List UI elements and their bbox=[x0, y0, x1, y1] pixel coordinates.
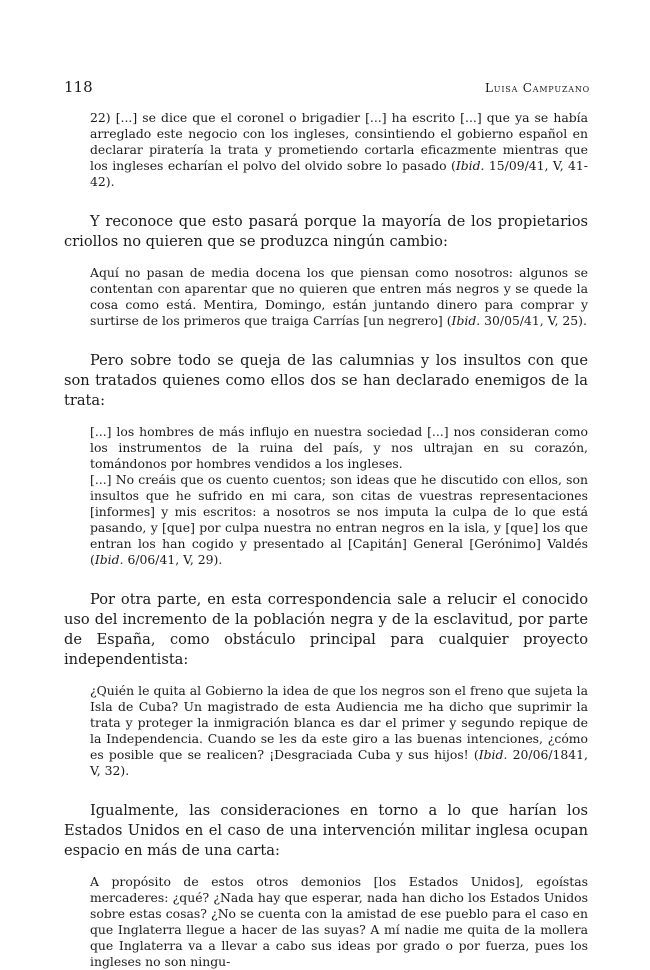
block-quote-2 bbox=[90, 265, 588, 329]
quote-paragraph: Aquí no pasan de media docena los que piensan como nosotros: algunos se contentan con aparentar que no quieren que entren más negros y se quede la cosa como está. Mentira, Domingo, están juntando dinero para comprar y surtirse de los primeros que traiga Carrías [un negrero] (Ibid. 30/05/41, V, 25). bbox=[90, 265, 588, 328]
body-paragraph-4: Igualmente, las consideraciones en torno a lo que harían los Estados Unidos en el caso de una intervención militar inglesa ocupan espacio en más de una carta: bbox=[64, 802, 588, 859]
body-paragraph-1: Y reconoce que esto pasará porque la mayoría de los propietarios criollos no quieren que se produzca ningún cambio: bbox=[64, 213, 588, 250]
page-number: 118 bbox=[64, 78, 93, 96]
block-quote-3 bbox=[90, 424, 588, 568]
quote-paragraph: [...] los hombres de más influjo en nuestra sociedad [...] nos consideran como los instrumentos de la ruina del país, y nos ultrajan en su corazón, tomándonos por hombres vendidos a los ingleses. bbox=[90, 424, 588, 471]
page-body bbox=[64, 110, 588, 970]
running-head: Luisa Campuzano bbox=[485, 81, 590, 95]
quote-paragraph: A propósito de estos otros demonios [los Estados Unidos], egoístas mercaderes: ¿qué? ¿Nada hay que esperar, nada han dicho los Estados Unidos sobre estas cosas? ¿No se cuenta con la amistad de ese pueblo para el caso en que Inglaterra llegue a hacer de las suyas? A mí nadie me quita de la mollera que Inglaterra va a llevar a cabo sus ideas por grado o por fuerza, pues los ingleses no son ningu- bbox=[90, 874, 588, 969]
body-paragraph-2: Pero sobre todo se queja de las calumnias y los insultos con que son tratados quienes como ellos dos se han declarado enemigos de la trata: bbox=[64, 352, 588, 409]
quote-paragraph: ¿Quién le quita al Gobierno la idea de que los negros son el freno que sujeta la Isla de Cuba? Un magistrado de esta Audiencia me ha dicho que suprimir la trata y proteger la inmigración blanca es dar el primer y segundo repique de la Independencia. Cuando se les da este giro a las buenas intenciones, ¿cómo es posible que se realicen? ¡Desgraciada Cuba y sus hijos! (Ibid. 20/06/1841, V, 32). bbox=[90, 683, 588, 778]
quote-paragraph: 22) [...] se dice que el coronel o brigadier [...] ha escrito [...] que ya se había arreglado este negocio con los ingleses, consintiendo el gobierno español en declarar piratería la trata y prometiendo cortarla eficazmente mientras que los ingleses echarían el polvo del olvido sobre lo pasado (Ibid. 15/09/41, V, 41-42). bbox=[90, 110, 588, 189]
block-quote-1 bbox=[90, 110, 588, 190]
page-header bbox=[64, 78, 590, 100]
block-quote-5 bbox=[90, 874, 588, 970]
body-paragraph-3: Por otra parte, en esta correspondencia sale a relucir el conocido uso del incremento de la población negra y de la esclavitud, por parte de España, como obstáculo principal para cualquier proyecto independentista: bbox=[64, 591, 588, 668]
quote-paragraph: [...] No creáis que os cuento cuentos; son ideas que he discutido con ellos, son insultos que he sufrido en mi cara, son citas de vuestras representaciones [informes] y mis escritos: a nosotros se nos imputa la culpa de lo que está pasando, y [que] por culpa nuestra no entran negros en la isla, y [que] los que entran los han cogido y presentado al [Capitán] General [Gerónimo] Valdés (Ibid. 6/06/41, V, 29). bbox=[90, 472, 588, 567]
block-quote-4 bbox=[90, 683, 588, 779]
